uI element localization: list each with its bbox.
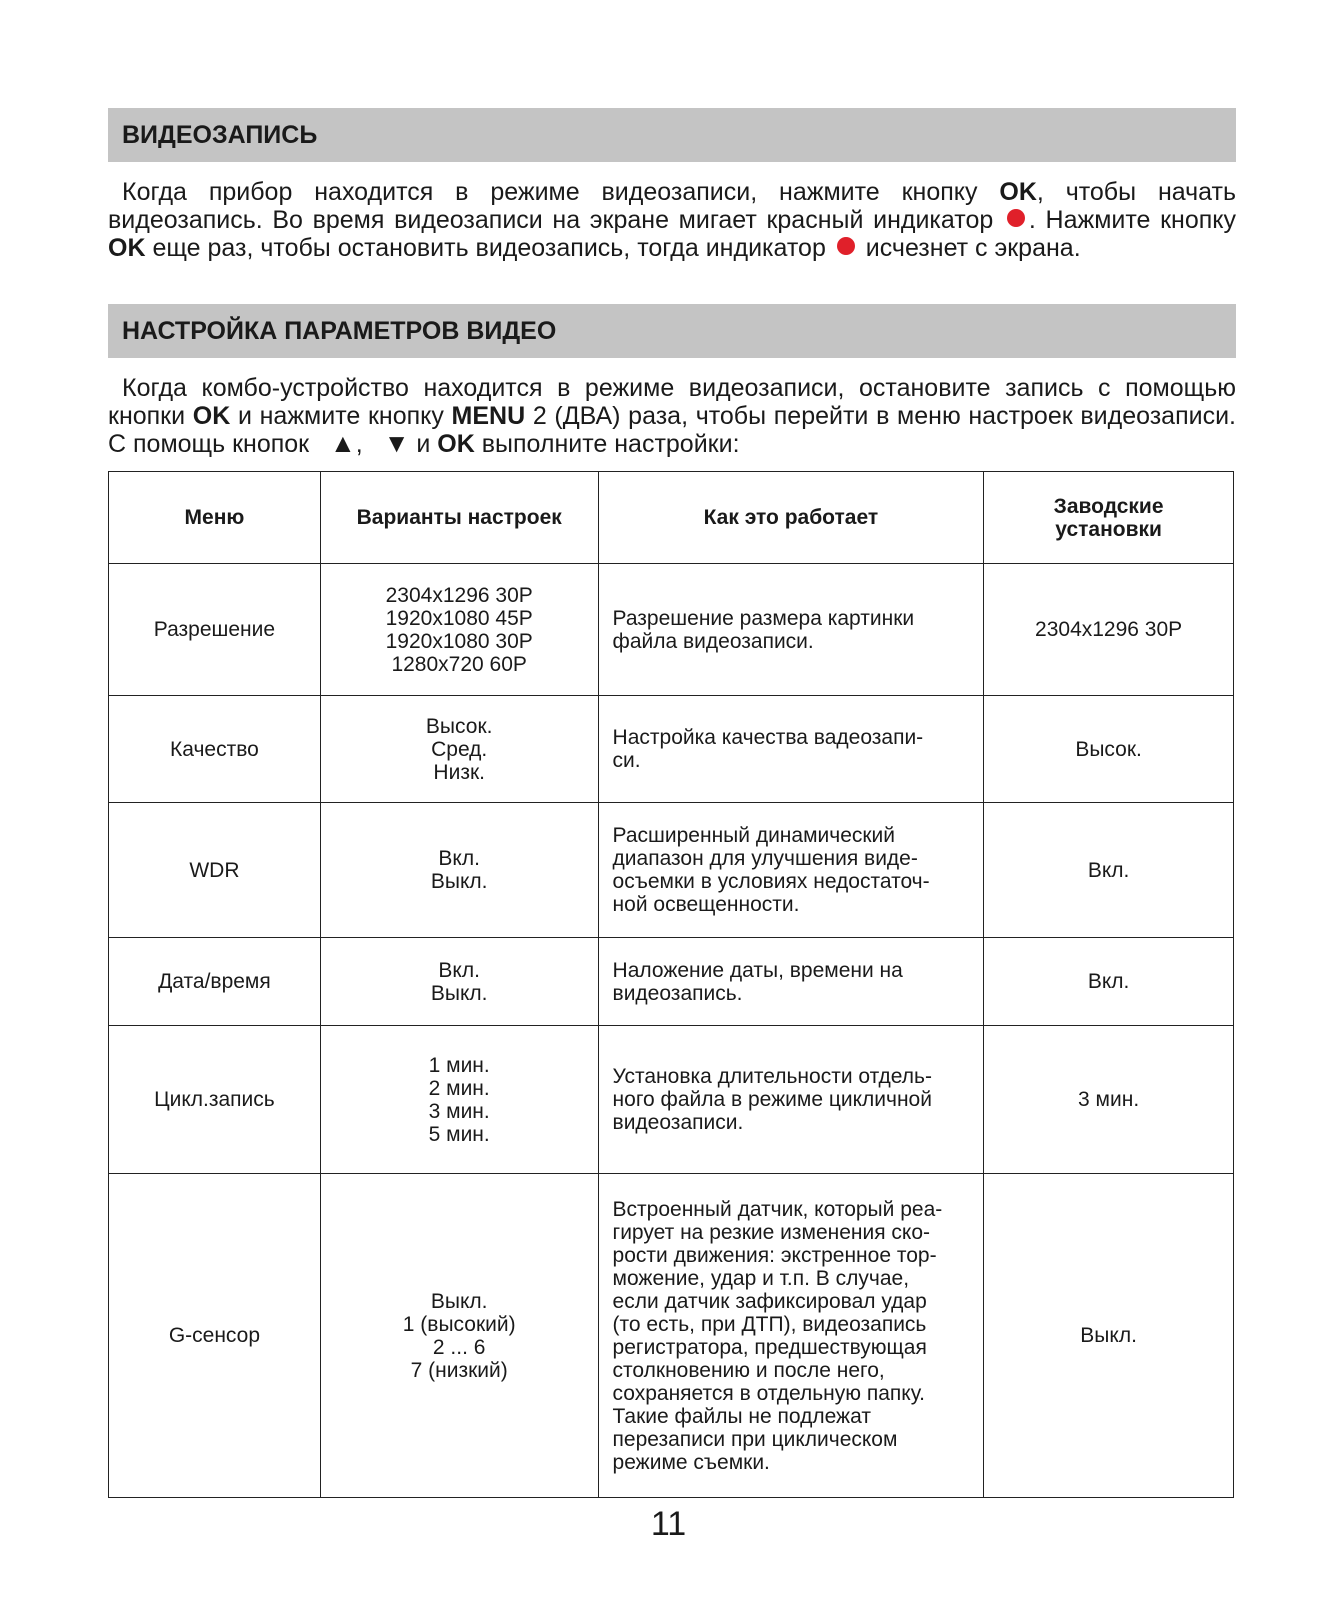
cell-description: Расширенный динамический диапазон для улучшения виде- осъемки в условиях недостаточ- ной освещенности.	[598, 803, 984, 938]
settings-table	[108, 471, 1234, 1498]
page-number: 11	[650, 1505, 687, 1543]
cell-options: 1 мин. 2 мин. 3 мин. 5 мин.	[320, 1026, 598, 1174]
header-options: Варианты настроек	[320, 472, 598, 564]
cell-menu: G-сенсор	[109, 1174, 321, 1498]
cell-menu: Дата/время	[109, 938, 321, 1026]
ok-key-3: OK	[192, 402, 231, 430]
cell-menu: Качество	[109, 696, 321, 803]
settings-text-5: выполните настройки:	[474, 430, 740, 458]
video-paragraph	[108, 178, 1236, 262]
cell-options: Вкл. Выкл.	[320, 803, 598, 938]
header-default: Заводские установки	[984, 472, 1234, 564]
table-row	[109, 696, 1234, 803]
ok-key-2: OK	[108, 234, 146, 262]
cell-description: Настройка качества вадеозапи- си.	[598, 696, 984, 803]
ok-key-4: OK	[437, 430, 475, 458]
cell-options: 2304x1296 30P 1920x1080 45P 1920x1080 30P 1280x720 60P	[320, 564, 598, 696]
red-dot-icon	[837, 237, 855, 255]
arrow-up-icon: ▲	[330, 428, 356, 458]
video-text-5: исчезнет с экрана.	[858, 234, 1081, 262]
cell-default: Вкл.	[984, 803, 1234, 938]
section-title-video: ВИДЕОЗАПИСЬ	[122, 121, 318, 149]
cell-menu: WDR	[109, 803, 321, 938]
table-row	[109, 564, 1234, 696]
arrow-down-icon: ▼	[383, 428, 410, 458]
cell-description: Наложение даты, времени на видеозапись.	[598, 938, 984, 1026]
settings-text-4: и	[409, 430, 438, 458]
cell-default: Выкл.	[984, 1174, 1234, 1498]
cell-default: 3 мин.	[984, 1026, 1234, 1174]
section-header-settings	[108, 304, 1236, 358]
cell-default: 2304x1296 30P	[984, 564, 1234, 696]
video-text-3: . Нажмите кнопку	[1028, 206, 1236, 234]
settings-text-3: 2 (ДВА) раза, чтобы перейти в меню настроек видеозаписи. С помощь кнопок	[108, 402, 1236, 458]
cell-description: Встроенный датчик, который реа- гирует на резкие изменения ско- рости движения: экстренное тор- можение, удар и т.п. В случае, если датчик зафиксировал удар (то есть, при ДТП), видеозапись регистратора, предшествующая столкновению и после него, сохраняется в отдельную папку. Такие файлы не подлежат перезаписи при циклическом режиме съемки.	[598, 1174, 984, 1498]
cell-options: Вкл. Выкл.	[320, 938, 598, 1026]
video-text-2: , чтобы начать видеозапись. Во время видеозаписи на экране мигает красный индикатор	[108, 178, 1236, 234]
header-description: Как это работает	[598, 472, 984, 564]
table-row	[109, 938, 1234, 1026]
cell-options: Выкл. 1 (высокий) 2 ... 6 7 (низкий)	[320, 1174, 598, 1498]
settings-text-1: Когда комбо-устройство находится в режиме видеозаписи, остановите запись с помощью кнопки	[108, 374, 1236, 430]
red-dot-icon	[1007, 209, 1025, 227]
cell-description: Разрешение размера картинки файла видеозаписи.	[598, 564, 984, 696]
settings-paragraph	[108, 374, 1236, 458]
cell-options: Высок. Сред. Низк.	[320, 696, 598, 803]
menu-key: MENU	[451, 402, 526, 430]
table-header-row	[109, 472, 1234, 564]
table-row	[109, 803, 1234, 938]
table-row	[109, 1026, 1234, 1174]
cell-menu: Разрешение	[109, 564, 321, 696]
section-title-settings: НАСТРОЙКА ПАРАМЕТРОВ ВИДЕО	[122, 317, 557, 345]
table-row	[109, 1174, 1234, 1498]
cell-menu: Цикл.запись	[109, 1026, 321, 1174]
section-header-video	[108, 108, 1236, 162]
settings-text-2: и нажмите кнопку	[230, 402, 452, 430]
cell-default: Вкл.	[984, 938, 1234, 1026]
cell-description: Установка длительности отдель- ного файла в режиме цикличной видеозаписи.	[598, 1026, 984, 1174]
settings-comma: ,	[355, 430, 370, 458]
video-text-4: еще раз, чтобы остановить видеозапись, тогда индикатор	[145, 234, 833, 262]
ok-key-1: OK	[999, 178, 1037, 206]
video-text-1: Когда прибор находится в режиме видеозаписи, нажмите кнопку	[122, 178, 1000, 206]
cell-default: Высок.	[984, 696, 1234, 803]
header-menu: Меню	[109, 472, 321, 564]
